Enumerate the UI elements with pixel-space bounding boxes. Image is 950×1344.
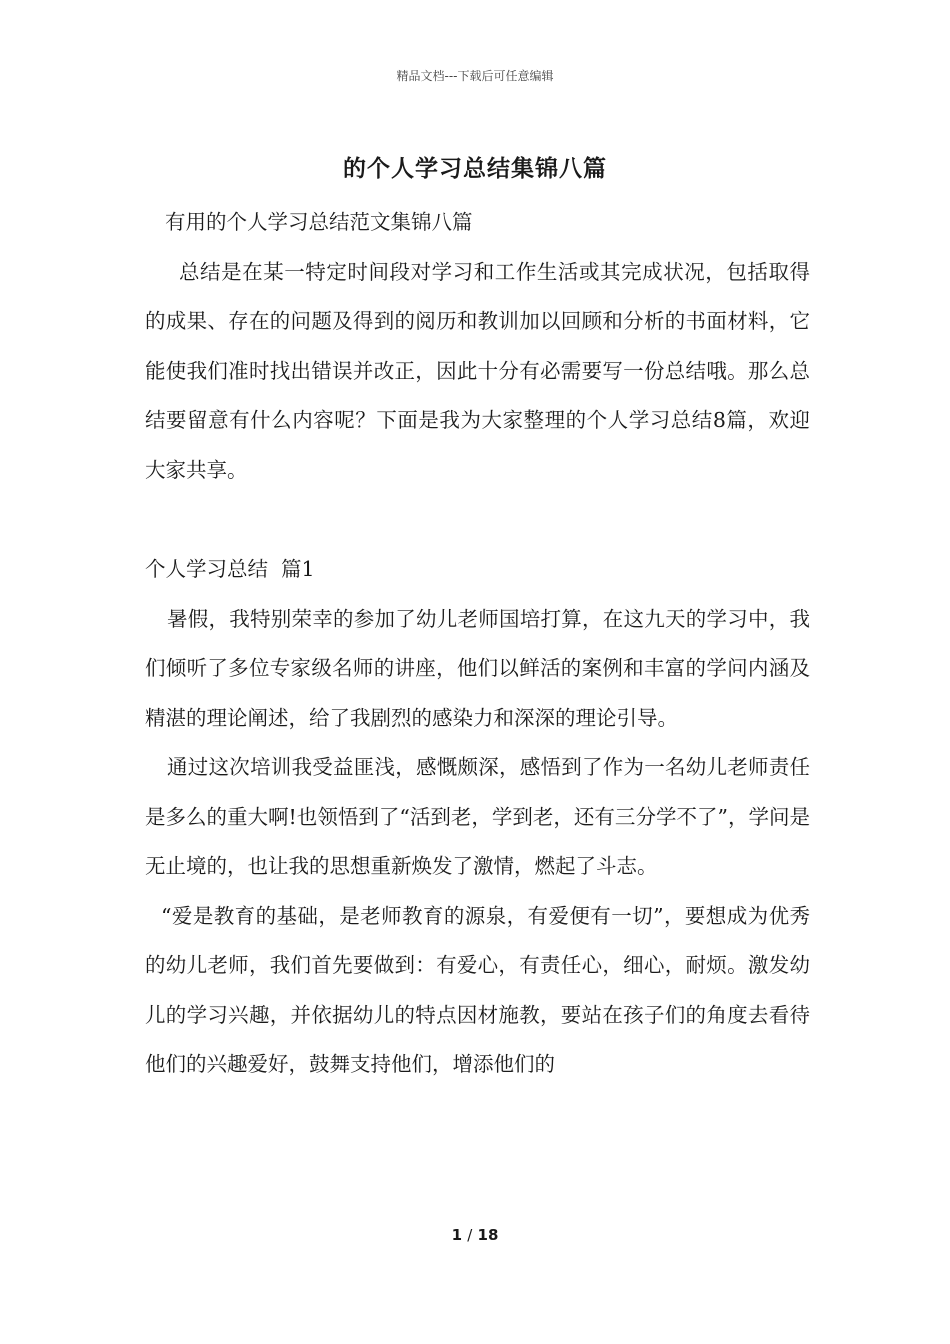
- document-body: [145, 198, 810, 1090]
- current-page-number: 1: [451, 1226, 463, 1244]
- body-paragraph: 暑假，我特别荣幸的参加了幼儿老师国培打算，在这九天的学习中，我们倾听了多位专家级名师的讲座，他们以鲜活的案例和丰富的学问内涵及精湛的理论阐述，给了我剧烈的感染力和深深的理论引导。: [145, 606, 810, 730]
- spacer: [145, 495, 810, 545]
- section-heading: 个人学习总结 篇1: [145, 557, 315, 581]
- page-header: 精品文档---下载后可任意编辑: [396, 69, 554, 83]
- page-number: [0, 1226, 950, 1244]
- document-title: 的个人学习总结集锦八篇: [343, 155, 607, 182]
- body-paragraph: “爱是教育的基础，是老师教育的源泉，有爱便有一切”，要想成为优秀的幼儿老师，我们首先要做到：有爱心，有责任心，细心，耐烦。激发幼儿的学习兴趣，并依据幼儿的特点因材施教，要站在孩子们的角度去看待他们的兴趣爱好，鼓舞支持他们，增添他们的: [145, 903, 810, 1076]
- total-pages-number: 18: [477, 1226, 499, 1244]
- body-paragraph: 通过这次培训我受益匪浅，感慨颇深，感悟到了作为一名幼儿老师责任是多么的重大啊!也领悟到了“活到老，学到老，还有三分学不了”，学问是无止境的，也让我的思想重新焕发了激情，燃起了斗志。: [145, 755, 810, 878]
- page-separator: /: [467, 1226, 473, 1244]
- document-subtitle: 有用的个人学习总结范文集锦八篇: [165, 210, 473, 234]
- intro-paragraph: 总结是在某一特定时间段对学习和工作生活或其完成状况，包括取得的成果、存在的问题及得到的阅历和教训加以回顾和分析的书面材料，它能使我们准时找出错误并改正，因此十分有必需要写一份总结哦。那么总结要留意有什么内容呢？下面是我为大家整理的个人学习总结8篇，欢迎大家共享。: [145, 259, 810, 482]
